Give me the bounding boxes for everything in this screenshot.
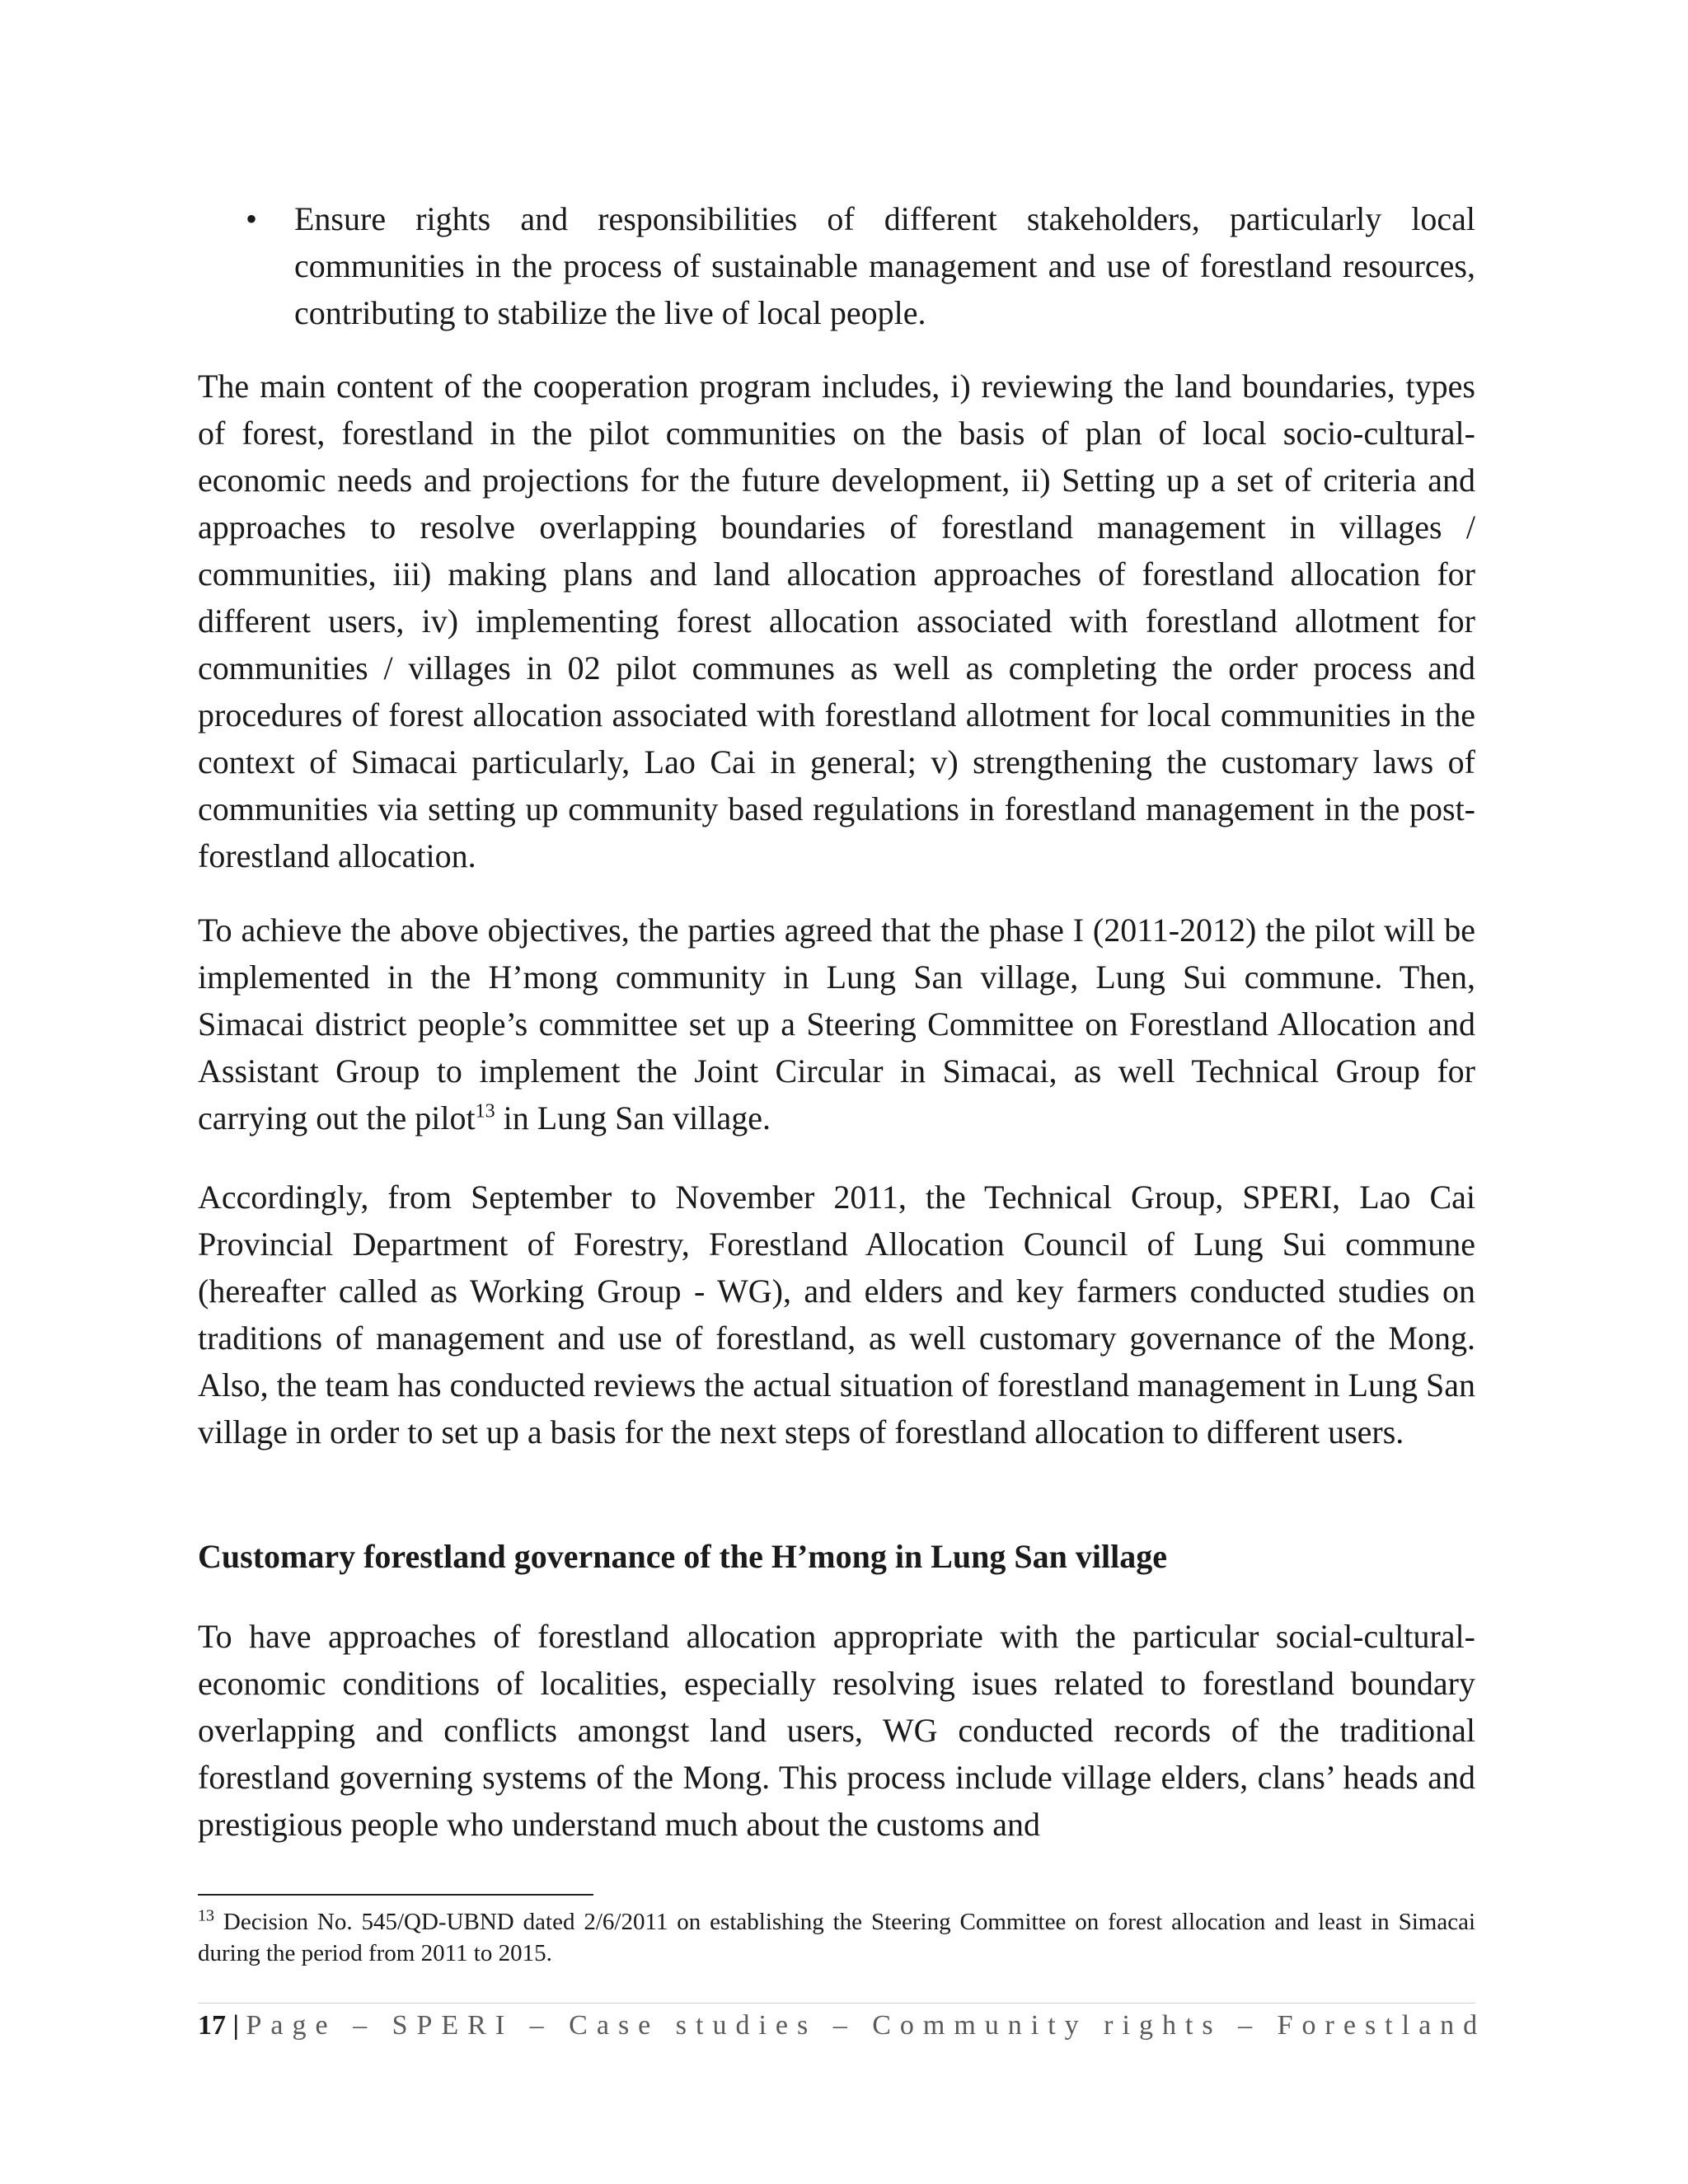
page-footer	[198, 2008, 1517, 2044]
footnote-reference[interactable]: 13	[475, 1100, 495, 1122]
paragraph-objectives-text: To achieve the above objectives, the parties agreed that the phase I (2011-2012) the pilot will be implemented in the H’mong community in Lung San village, Lung Sui commune. Then, Simacai district people’s committee set up a Steering Committee on Forestland Allocation and Assistant Group to implement the Joint Circular in Simacai, as well Technical Group for carrying out the pilot	[198, 912, 1475, 1137]
paragraph-approaches: To have approaches of forestland allocation appropriate with the particular social-cultural-economic conditions of localities, especially resolving isues related to forestland boundary overlapping and conflicts amongst land users, WG conducted records of the traditional forestland governing systems of the Mong. This process include village elders, clans’ heads and prestigious people who understand much about the customs and	[198, 1618, 1475, 1843]
bullet-text: Ensure rights and responsibilities of different stakeholders, particularly local communities in the process of sustainable management and use of forestland resources, contributing to stabilize the live of local people.	[294, 200, 1475, 331]
paragraph-working-group: Accordingly, from September to November 2011, the Technical Group, SPERI, Lao Cai Provincial Department of Forestry, Forestland Allocation Council of Lung Sui commune (hereafter called as Working Group - WG), and elders and key farmers conducted studies on traditions of management and use of forestland, as well customary governance of the Mong. Also, the team has conducted reviews the actual situation of forestland management in Lung San village in order to set up a basis for the next steps of forestland allocation to different users.	[198, 1179, 1475, 1451]
footnote-text: Decision No. 545/QD-UBND dated 2/6/2011 on establishing the Steering Committee on forest allocation and least in Simacai during the period from 2011 to 2015.	[198, 1909, 1475, 1966]
bullet-icon: •	[246, 200, 258, 237]
footer-running-title: Page – SPERI – Case studies – Community rights – Forestland	[246, 2010, 1487, 2041]
footnote-number: 13	[198, 1906, 214, 1925]
footer-page-number: 17	[198, 2010, 226, 2041]
paragraph-objectives	[198, 907, 1475, 1141]
paragraph-objectives-tail: in Lung San village.	[495, 1099, 771, 1137]
section-heading: Customary forestland governance of the H’mong in Lung San village	[198, 1538, 1167, 1575]
footer-divider	[198, 2003, 1475, 2004]
footer-separator: |	[226, 2010, 246, 2041]
footnote	[198, 1906, 1475, 1969]
footnote-divider	[198, 1894, 593, 1896]
paragraph-cooperation-program: The main content of the cooperation program includes, i) reviewing the land boundaries, types of forest, forestland in the pilot communities on the basis of plan of local socio-cultural-economic needs and projections for the future development, ii) Setting up a set of criteria and approaches to resolve overlapping boundaries of forestland management in villages / communities, iii) making plans and land allocation approaches of forestland allocation for different users, iv) implementing forest allocation associated with forestland allotment for communities / villages in 02 pilot communes as well as completing the order process and procedures of forest allocation associated with forestland allotment for local communities in the context of Simacai particularly, Lao Cai in general; v) strengthening the customary laws of communities via setting up community based regulations in forestland management in the post-forestland allocation.	[198, 368, 1475, 874]
